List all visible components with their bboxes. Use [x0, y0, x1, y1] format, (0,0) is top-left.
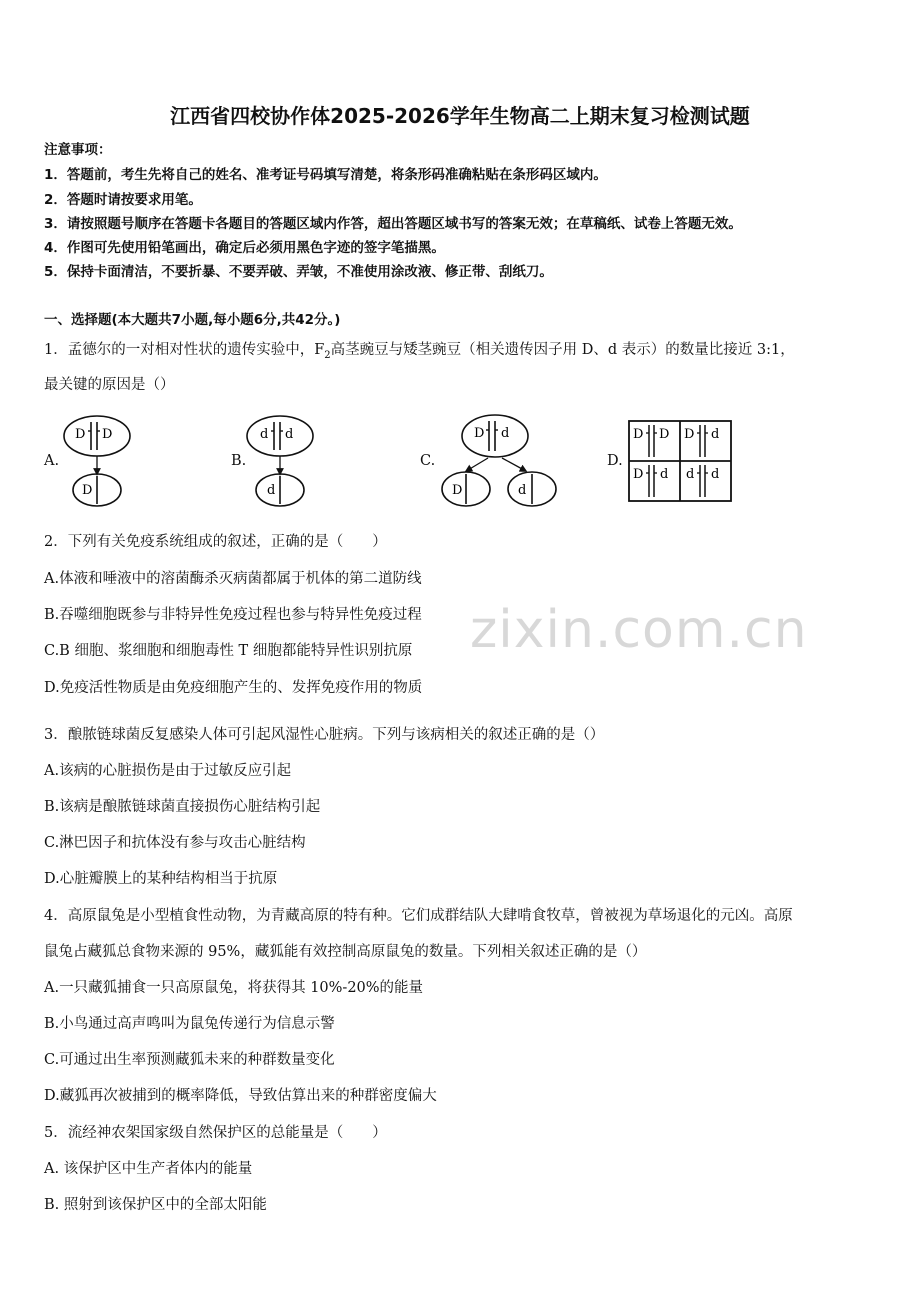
q3-stem: 3．酿脓链球菌反复感染人体可引起风湿性心脏病。下列与该病相关的叙述正确的是（）: [44, 727, 605, 743]
q1-option-b-label: B.: [231, 453, 247, 469]
notice-item: 1．答题前，考生先将自己的姓名、准考证号码填写清楚，将条形码准确粘贴在条形码区域内。: [44, 167, 607, 183]
allele-label: d: [285, 427, 294, 442]
allele-label: d: [711, 427, 720, 442]
allele-label: d: [501, 426, 510, 441]
allele-label: d: [686, 467, 695, 482]
allele-label: D: [633, 427, 644, 442]
diagram-a: [62, 414, 142, 510]
q4-option-a: A.一只藏狐捕食一只高原鼠兔，将获得其 10%-20%的能量: [44, 980, 424, 996]
diagram-d: [628, 420, 734, 504]
watermark: zixin.com.cn: [470, 600, 808, 660]
allele-label: d: [267, 483, 276, 498]
allele-label: D: [684, 427, 695, 442]
q2-option-a: A.体液和唾液中的溶菌酶杀灭病菌都属于机体的第二道防线: [44, 571, 422, 587]
allele-label: D: [102, 427, 113, 442]
q2-stem: 2．下列有关免疫系统组成的叙述，正确的是（ ）: [44, 534, 387, 550]
q4-stem: 4．高原鼠兔是小型植食性动物，为青藏高原的特有种。它们成群结队大肆啃食牧草，曾被视为草场退化的元凶。高原: [44, 908, 793, 924]
allele-label: d: [711, 467, 720, 482]
allele-label: D: [82, 483, 93, 498]
q3-option-d: D.心脏瓣膜上的某种结构相当于抗原: [44, 871, 278, 887]
allele-label: d: [518, 483, 527, 498]
q3-option-c: C.淋巴因子和抗体没有参与攻击心脏结构: [44, 835, 306, 851]
q5-stem: 5．流经神农架国家级自然保护区的总能量是（ ）: [44, 1125, 387, 1141]
q4-option-b: B.小鸟通过高声鸣叫为鼠兔传递行为信息示警: [44, 1016, 335, 1032]
q2-option-d: D.免疫活性物质是由免疫细胞产生的、发挥免疫作用的物质: [44, 680, 423, 696]
q1-option-a-label: A.: [44, 453, 60, 469]
allele-label: D: [474, 426, 485, 441]
q4-stem-line2: 鼠兔占藏狐总食物来源的 95%，藏狐能有效控制高原鼠兔的数量。下列相关叙述正确的是（）: [44, 944, 647, 960]
notice-item: 5．保持卡面清洁，不要折暴、不要弄破、弄皱，不准使用涂改液、修正带、刮纸刀。: [44, 264, 553, 280]
q1-stem-line2: 最关键的原因是（）: [44, 377, 175, 393]
allele-label: D: [452, 483, 463, 498]
q2-option-b: B.吞噬细胞既参与非特异性免疫过程也参与特异性免疫过程: [44, 607, 422, 623]
q4-option-c: C.可通过出生率预测藏狐未来的种群数量变化: [44, 1052, 335, 1068]
q1-option-d-label: D.: [607, 453, 623, 469]
q4-option-d: D.藏狐再次被捕到的概率降低，导致估算出来的种群密度偏大: [44, 1088, 437, 1104]
notice-heading: 注意事项：: [44, 142, 112, 158]
notice-item: 4．作图可先使用铅笔画出，确定后必须用黑色字迹的签字笔描黑。: [44, 240, 445, 256]
notice-item: 3．请按照题号顺序在答题卡各题目的答题区域内作答，超出答题区域书写的答案无效；在草稿纸、试卷上答题无效。: [44, 216, 742, 232]
q5-option-b: B. 照射到该保护区中的全部太阳能: [44, 1197, 267, 1213]
q1-option-c-label: C.: [420, 453, 436, 469]
q2-option-c: C.B 细胞、浆细胞和细胞毒性 T 细胞都能特异性识别抗原: [44, 643, 413, 659]
notice-item: 2．答题时请按要求用笔。: [44, 192, 202, 208]
q1-stem: 1．孟德尔的一对相对性状的遗传实验中，$F_2$高茎豌豆与矮茎豌豆（相关遗传因子用 D、d 表示）的数量比接近 3:1，: [44, 342, 795, 361]
diagram-b: [246, 414, 326, 510]
page-title: 江西省四校协作体2025-2026学年生物高二上期末复习检测试题: [170, 104, 750, 128]
q3-option-a: A.该病的心脏损伤是由于过敏反应引起: [44, 763, 292, 779]
allele-label: d: [660, 467, 669, 482]
allele-label: d: [260, 427, 269, 442]
allele-label: D: [659, 427, 670, 442]
allele-label: D: [75, 427, 86, 442]
q3-option-b: B.该病是酿脓链球菌直接损伤心脏结构引起: [44, 799, 321, 815]
q5-option-a: A. 该保护区中生产者体内的能量: [44, 1161, 253, 1177]
allele-label: D: [633, 467, 644, 482]
diagram-c: [440, 412, 560, 512]
section-heading: 一、选择题(本大题共7小题,每小题6分,共42分。): [44, 312, 341, 328]
